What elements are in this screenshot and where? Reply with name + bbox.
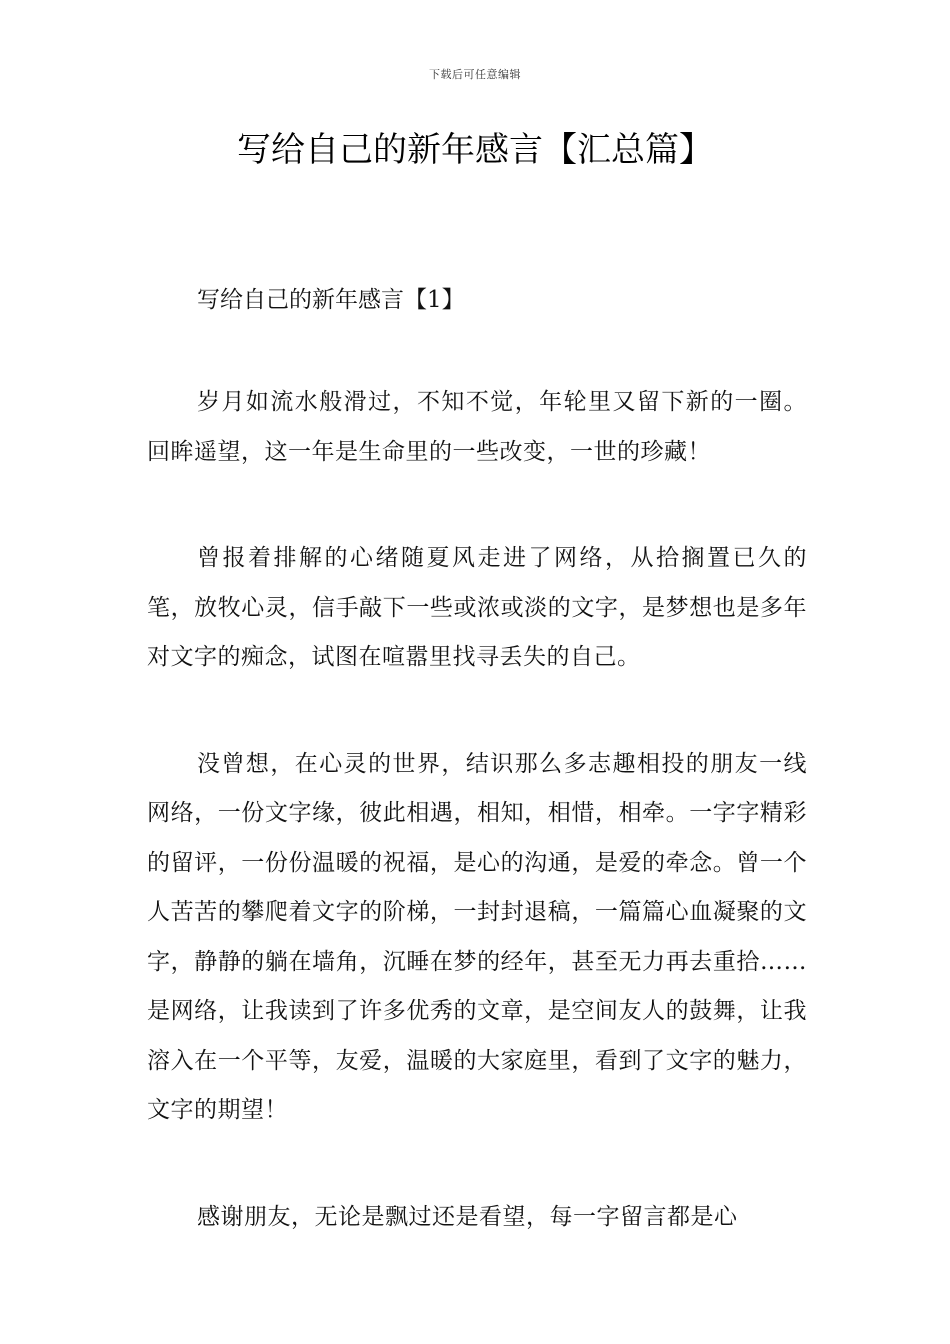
paragraph-3: 没曾想，在心灵的世界，结识那么多志趣相投的朋友一线网络，一份文字缘，彼此相遇，相知，相惜，相牵。一字字精彩的留评，一份份温暖的祝福，是心的沟通，是爱的牵念。曾一个人苦苦的攀爬着文字的阶梯，一封封退稿，一篇篇心血凝聚的文字，静静的躺在墙角，沉睡在梦的经年，甚至无力再去重拾……是网络，让我读到了许多优秀的文章，是空间友人的鼓舞，让我溶入在一个平等，友爱，温暖的大家庭里，看到了文字的魅力，文字的期望！	[147, 750, 807, 1123]
paragraph-4: 感谢朋友，无论是飘过还是看望，每一字留言都是心	[197, 1203, 738, 1230]
paragraph-2: 曾报着排解的心绪随夏风走进了网络，从拾搁置已久的笔，放牧心灵，信手敲下一些或浓或淡的文字，是梦想也是多年对文字的痴念，试图在喧嚣里找寻丢失的自己。	[147, 545, 807, 670]
document-title: 写给自己的新年感言【汇总篇】	[237, 130, 713, 170]
section-heading: 写给自己的新年感言【1】	[197, 287, 465, 313]
paragraph-1: 岁月如流水般滑过，不知不觉，年轮里又留下新的一圈。回眸遥望，这一年是生命里的一些改变，一世的珍藏！	[147, 389, 807, 465]
document-body	[147, 280, 807, 1242]
header-note: 下载后可任意编辑	[429, 68, 521, 81]
